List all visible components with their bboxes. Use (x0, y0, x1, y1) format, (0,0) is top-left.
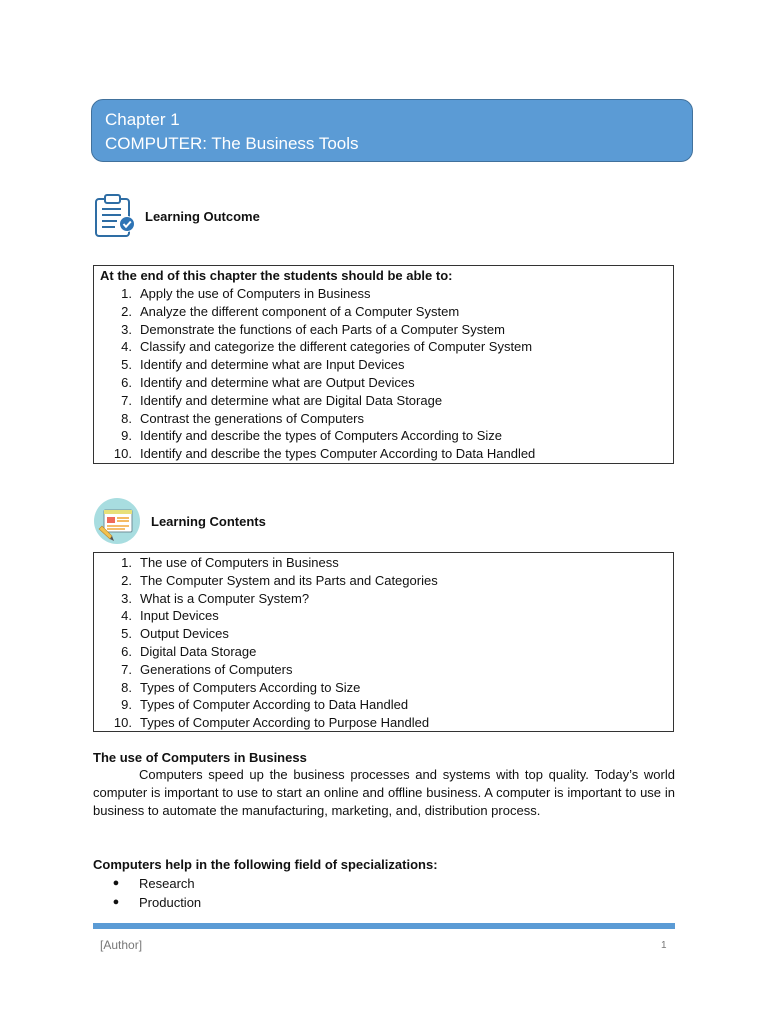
list-text: Input Devices (140, 608, 219, 624)
list-item (94, 679, 673, 697)
body-paragraph: Computers speed up the business processes and systems with top quality. Today’s world computer is important to use to start an online and offline business. A computer is important to use in business to automate the manufacturing, marketing, and, distribution process. (93, 767, 675, 818)
list-item (94, 356, 673, 374)
list-number: 9. (121, 697, 132, 713)
learning-outcome-intro: At the end of this chapter the students should be able to: (100, 268, 453, 283)
list-item (94, 321, 673, 339)
list-item (94, 696, 673, 714)
list-text: Classify and categorize the different categories of Computer System (140, 339, 533, 355)
list-number: 1. (121, 286, 132, 301)
list-number: 6. (121, 374, 132, 390)
list-item (94, 590, 673, 608)
list-item (94, 445, 673, 463)
fields-title: Computers help in the following field of specializations: (93, 857, 438, 872)
learning-outcome-heading: Learning Outcome (145, 208, 260, 224)
list-number: 8. (121, 410, 132, 426)
list-item (94, 625, 673, 643)
list-text: Apply the use of Computers in Business (140, 286, 371, 301)
footer-author: [Author] (100, 938, 143, 952)
chapter-header (91, 99, 693, 162)
list-item (94, 374, 673, 392)
chapter-number: Chapter 1 (105, 110, 180, 129)
bullet: ● (112, 877, 120, 889)
list-text: Identify and determine what are Output Devices (140, 374, 415, 390)
list-item (94, 714, 673, 732)
clipboard-check-icon (93, 193, 137, 239)
list-text: Research (139, 876, 195, 891)
list-text: Production (139, 895, 202, 910)
fields-list (93, 874, 201, 912)
list-text: Identify and describe the types of Computers According to Size (140, 428, 503, 444)
list-number: 4. (121, 339, 132, 355)
list-item (94, 392, 673, 410)
list-number: 8. (121, 679, 132, 695)
list-text: Digital Data Storage (140, 643, 257, 659)
page-number: 1 (661, 940, 667, 951)
list-number: 2. (121, 572, 132, 588)
list-item (94, 554, 673, 572)
list-number: 10. (113, 446, 132, 462)
list-number: 6. (121, 643, 132, 659)
chapter-title: COMPUTER: The Business Tools (105, 134, 359, 153)
list-text: The Computer System and its Parts and Categories (140, 572, 438, 588)
list-text: Identify and determine what are Input Devices (140, 357, 405, 373)
list-item (94, 643, 673, 661)
list-item (94, 661, 673, 679)
footer-divider (93, 923, 675, 929)
list-text: Types of Computer According to Purpose Handled (140, 715, 430, 731)
learning-outcome-list (94, 285, 673, 463)
list-number: 3. (121, 321, 132, 337)
list-number: 3. (121, 590, 132, 606)
list-number: 1. (121, 555, 132, 570)
list-text: The use of Computers in Business (140, 555, 339, 570)
list-item (94, 427, 673, 445)
bullet: ● (112, 896, 120, 908)
list-number: 4. (121, 608, 132, 624)
list-text: Identify and determine what are Digital Data Storage (140, 392, 443, 408)
list-item (94, 410, 673, 428)
list-item (94, 338, 673, 356)
learning-contents-box (93, 552, 674, 732)
list-number: 7. (121, 392, 132, 408)
list-number: 10. (113, 715, 132, 731)
web-content-icon (93, 497, 141, 545)
list-text: Contrast the generations of Computers (140, 410, 365, 426)
list-number: 2. (121, 303, 132, 319)
list-item (94, 285, 673, 303)
learning-contents-heading: Learning Contents (151, 513, 266, 529)
list-item (93, 874, 201, 893)
list-text: Analyze the different component of a Computer System (140, 303, 460, 319)
list-number: 5. (121, 626, 132, 642)
list-number: 7. (121, 661, 132, 677)
list-item (94, 572, 673, 590)
section-title: The use of Computers in Business (93, 750, 307, 765)
list-text: Demonstrate the functions of each Parts of a Computer System (140, 321, 505, 337)
list-item (94, 303, 673, 321)
list-text: What is a Computer System? (140, 590, 310, 606)
list-text: Types of Computers According to Size (140, 679, 361, 695)
list-text: Types of Computer According to Data Handled (140, 697, 409, 713)
list-item (93, 893, 201, 912)
learning-contents-header (93, 497, 266, 545)
list-text: Output Devices (140, 626, 229, 642)
list-number: 5. (121, 357, 132, 373)
list-number: 9. (121, 428, 132, 444)
list-text: Generations of Computers (140, 661, 293, 677)
list-item (94, 607, 673, 625)
list-text: Identify and describe the types Computer According to Data Handled (140, 446, 536, 462)
learning-outcome-box (93, 265, 674, 464)
learning-contents-list (94, 554, 673, 732)
learning-outcome-header (93, 193, 260, 239)
